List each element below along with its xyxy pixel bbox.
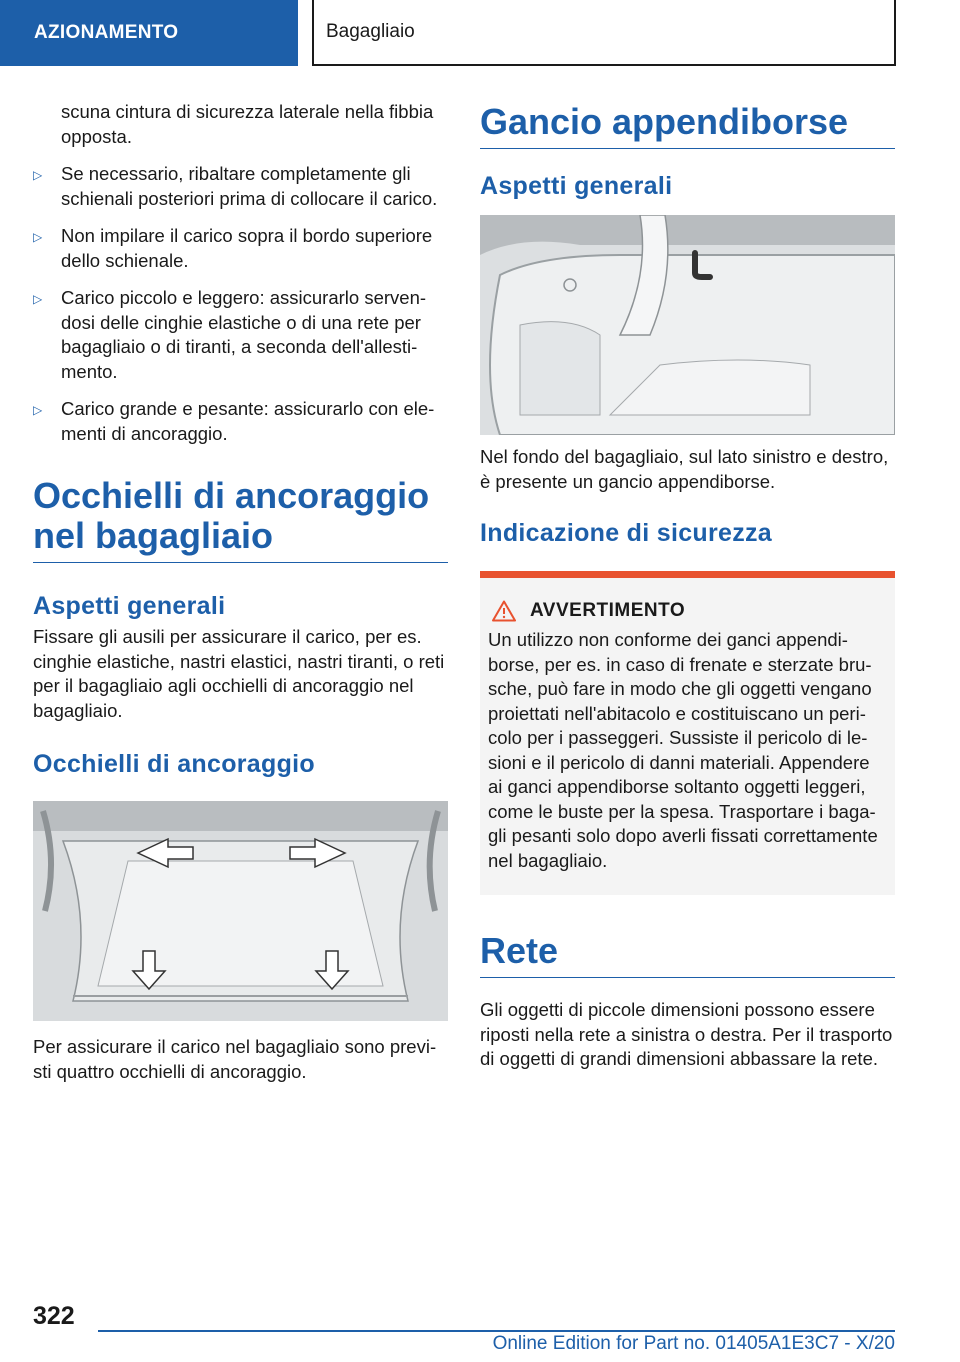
- warning-accent-bar: [480, 571, 895, 578]
- general-heading: Aspetti generali: [480, 172, 673, 200]
- triangle-bullet-icon: ▷: [33, 168, 43, 182]
- list-item: [33, 224, 448, 273]
- header-chapter-box: [312, 0, 896, 66]
- anchor-caption: Per assicurare il carico nel bagagliaio sono previsti quattro occhielli di ancoraggio.: [33, 1036, 437, 1082]
- warning-text: Un utilizzo non conforme dei ganci appendiborse, per es. in caso di frenate e sterzate brusche, può fare in modo che gli oggetti vengano proiettati nell'abitacolo e costituiscano un pericolo per i passeggeri. Sussiste il pericolo di lesioni e il pericolo di danni materiali. Appendere ai ganci appendiborse soltanto oggetti leggeri, come le buste per la spesa. Trasportare i bagagli pesanti solo dopo averli fissati correttamente nel bagagliaio.: [488, 629, 878, 871]
- left-column: [33, 100, 448, 1084]
- anchor-heading: Occhielli di ancoraggio: [33, 750, 315, 778]
- footer-edition: Online Edition for Part no. 01405A1E3C7 - X/20: [492, 1333, 895, 1354]
- list-item: [33, 397, 448, 446]
- page-number: 322: [33, 1302, 75, 1330]
- warning-title: AVVERTIMENTO: [530, 600, 686, 621]
- general-text: Fissare gli ausili per assicurare il carico, per es. cinghie elastiche, nastri elastici, nastri tiranti, o reti per il bagagliaio agli occhielli di ancoraggio nel bagagliaio.: [33, 626, 445, 721]
- list-item: [33, 286, 448, 384]
- section-title-bag-hook: Gancio appendiborse: [480, 102, 895, 149]
- list-item-text: Carico piccolo e leggero: assicurarlo servendosi delle cinghie elastiche o di una rete per bagagliaio o di tiranti, a seconda dell'allestimento.: [61, 287, 427, 382]
- footer-divider: [98, 1330, 895, 1332]
- section-title-anchor-eyes: Occhielli di ancoraggio nel bagagliaio: [33, 476, 448, 563]
- general-heading: Aspetti generali: [33, 592, 226, 620]
- trunk-anchor-points-illustration: [33, 801, 448, 1021]
- list-item-text: Carico grande e pesante: assicurarlo con elementi di ancoraggio.: [61, 398, 435, 444]
- header-chapter-label: Bagagliaio: [326, 21, 415, 42]
- list-item-text: Non impilare il carico sopra il bordo superiore dello schienale.: [61, 225, 433, 271]
- triangle-bullet-icon: ▷: [33, 292, 43, 306]
- list-item-text: Se necessario, ribaltare completamente gli schienali posteriori prima di collocare il carico.: [61, 163, 438, 209]
- section-title-net: Rete: [480, 931, 895, 978]
- list-item: [33, 162, 448, 211]
- warning-triangle-icon: [492, 600, 516, 622]
- net-text: Gli oggetti di piccole dimensioni possono essere riposti nella rete a sinistra o destra. Per il trasporto di oggetti di grandi dimensioni abbassare la rete.: [480, 999, 893, 1069]
- triangle-bullet-icon: ▷: [33, 403, 43, 417]
- hook-illustration-svg: [480, 215, 895, 435]
- bag-hook-illustration: [480, 215, 895, 435]
- bullet-list: [33, 162, 448, 446]
- header-section-label: AZIONAMENTO: [34, 22, 179, 43]
- intro-continuation: scuna cintura di sicurezza laterale nella fibbia opposta.: [61, 101, 434, 147]
- trunk-illustration-svg: [33, 801, 448, 1021]
- right-column: [480, 102, 895, 1072]
- warning-box: [480, 571, 895, 895]
- safety-heading: Indicazione di sicurezza: [480, 519, 773, 547]
- hook-text: Nel fondo del bagagliaio, sul lato sinistro e destro, è presente un gancio appendiborse.: [480, 446, 889, 492]
- warning-title-row: [492, 600, 887, 622]
- header-section-tab: [0, 0, 298, 66]
- triangle-bullet-icon: ▷: [33, 230, 43, 244]
